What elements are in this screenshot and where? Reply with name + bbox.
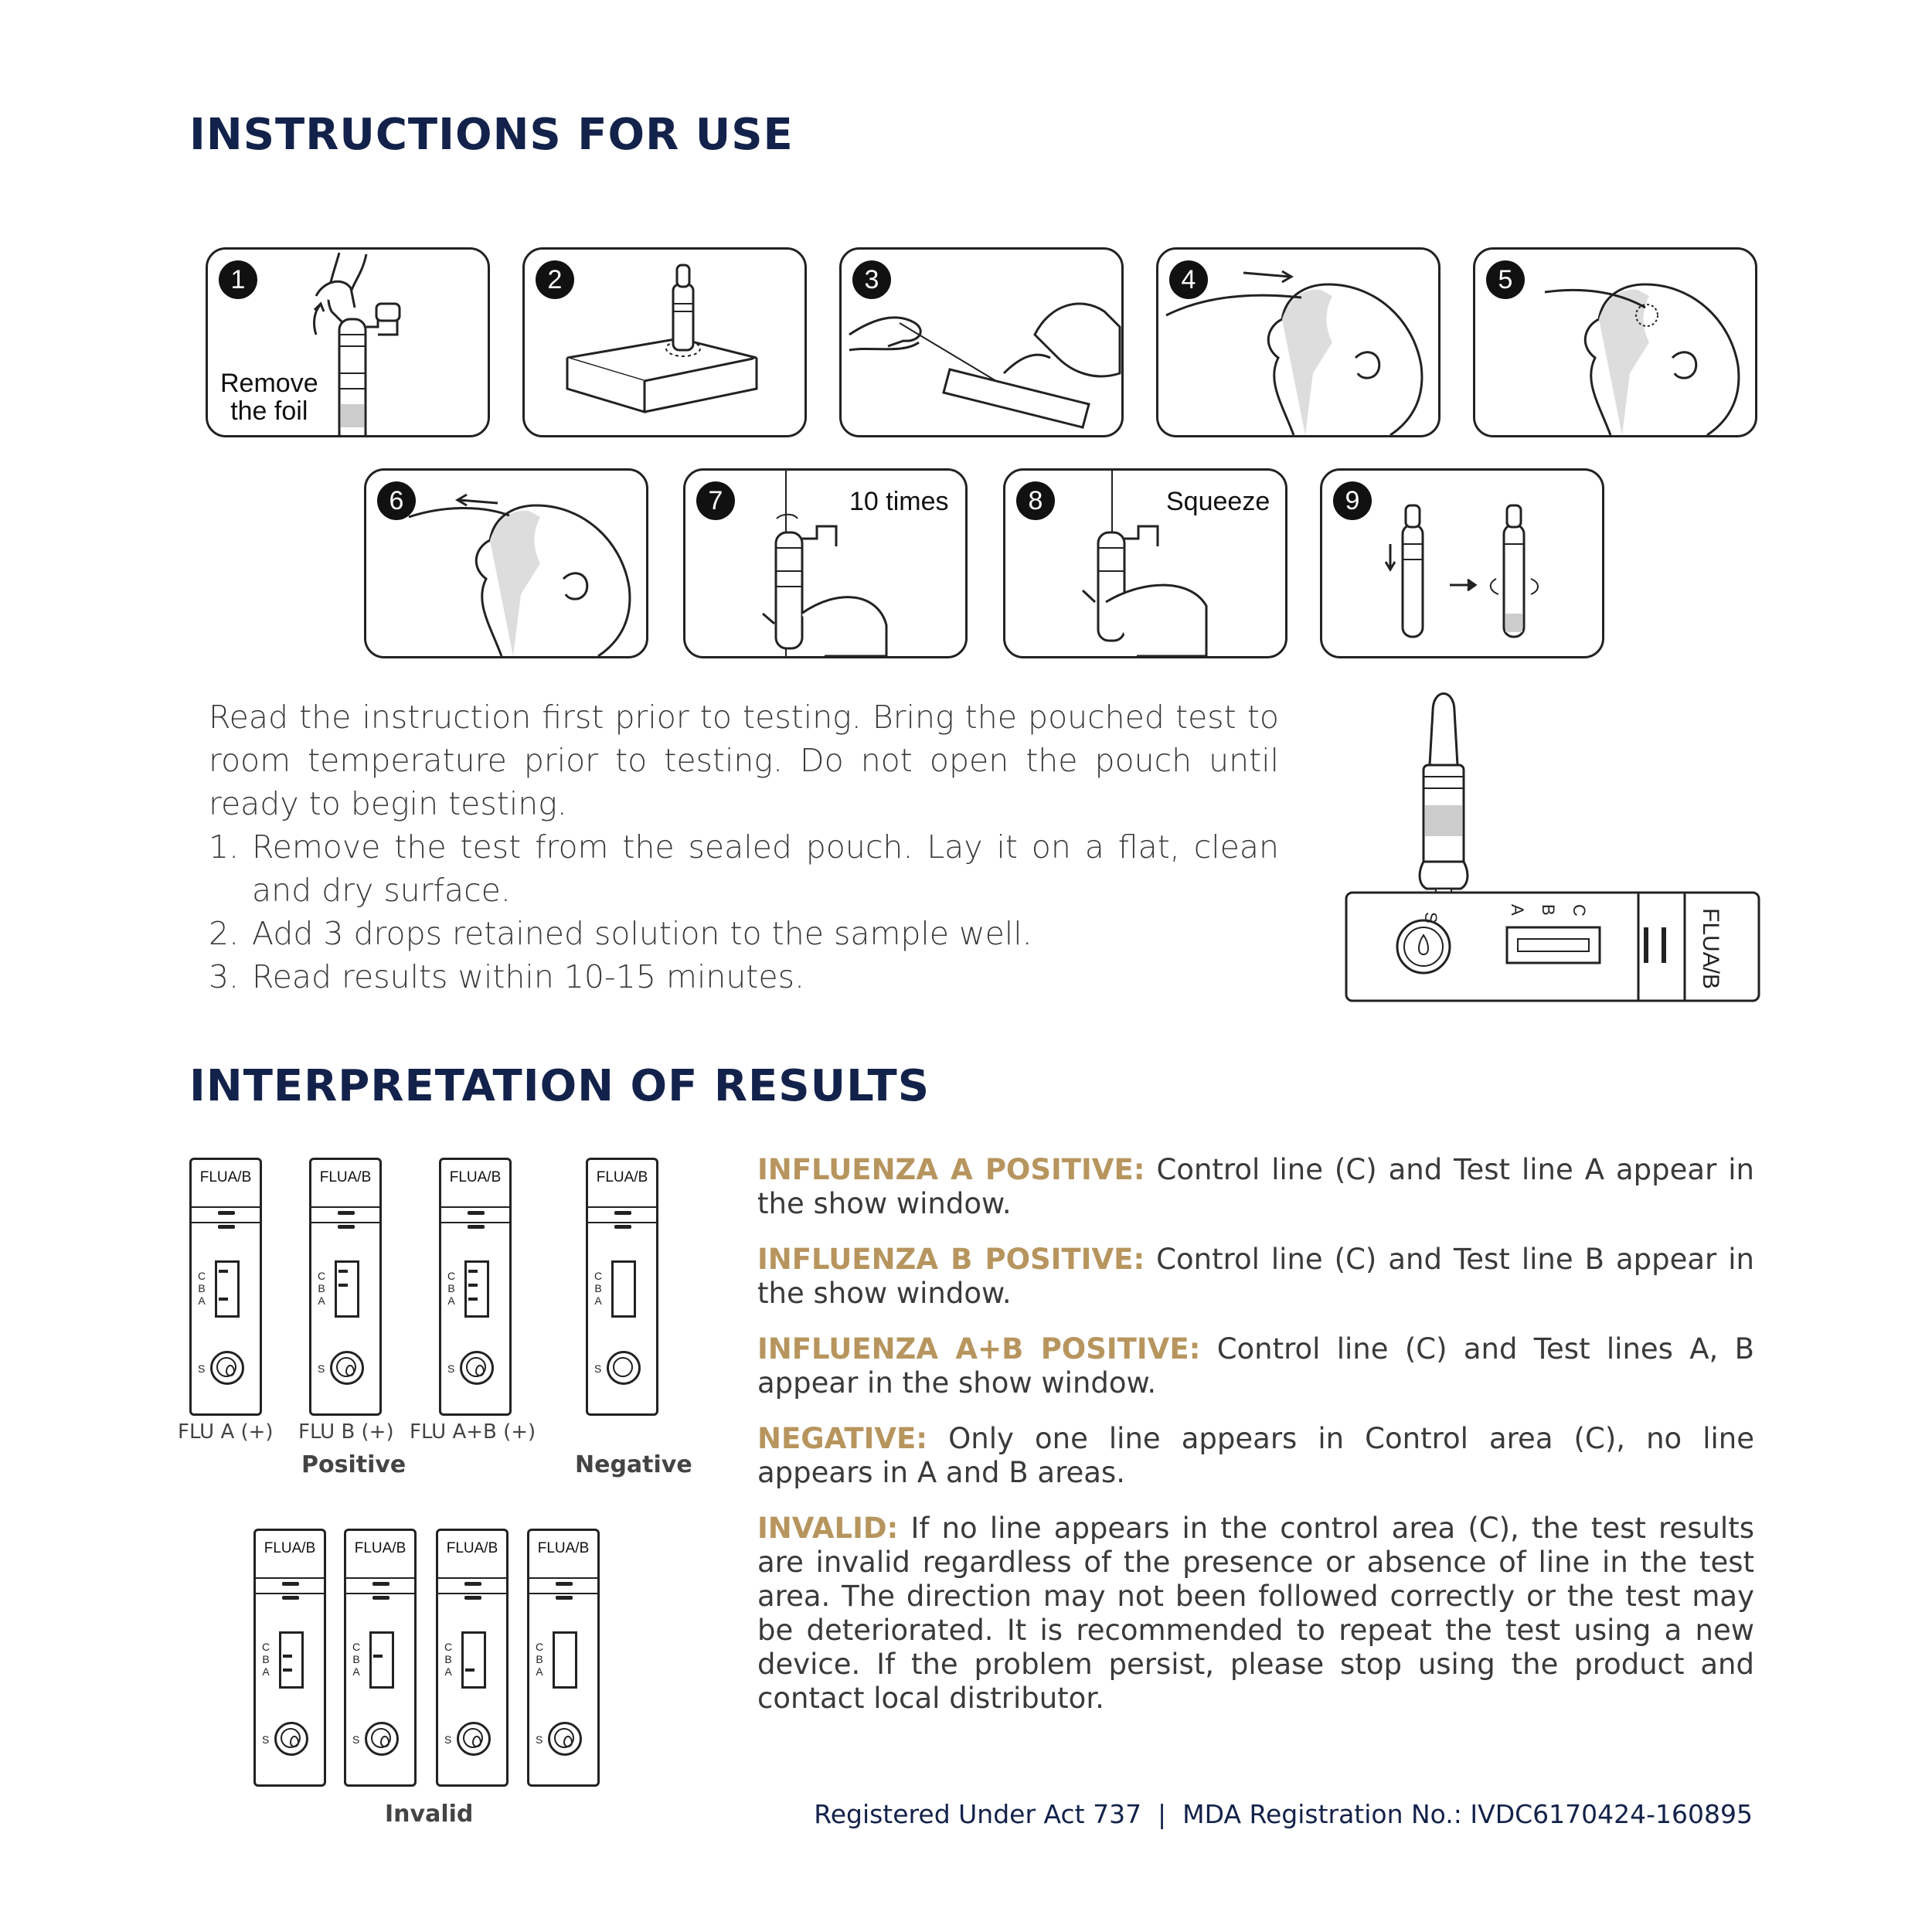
cassette-letters: C B A [261,1641,270,1678]
cassette-letters: C B A [447,1270,456,1307]
cassette-title: FLUA/B [537,1540,590,1556]
device-dropper-illustration [1337,680,1770,1012]
cassette-invalid-4 [527,1529,600,1787]
step-1-panel [206,247,490,437]
cassette-title: FLUA/B [319,1169,372,1185]
step-1-label: Remove the foil [220,369,318,426]
cassette-sample-label: S [536,1733,543,1746]
cassette-letters: C B A [317,1270,326,1307]
step-number: 8 [1016,481,1055,520]
drop-icon [475,1365,485,1376]
registration-footer: Registered Under Act 737 | MDA Registration No.: IVDC6170424-160895 [814,1799,1753,1829]
cassette-title: FLUA/B [264,1540,316,1556]
result-title: INVALID: [757,1512,899,1545]
result-text: Control line (C) and Test line A appear in the show window. [757,1153,1754,1220]
sample-well [274,1722,308,1756]
cassette-letters: C B A [352,1641,361,1678]
cassette-title: FLUA/B [446,1540,498,1556]
cassette-invalid-2 [344,1529,417,1787]
device-letter-a: A [1508,904,1527,916]
list-item [209,912,1279,955]
negative-group-label: Negative [575,1451,692,1478]
result-invalid [757,1512,1754,1716]
result-title: INFLUENZA B POSITIVE: [757,1243,1145,1276]
list-number: 3. [209,958,240,995]
cassette-flu-a-positive [189,1158,262,1416]
cassette-sample-label: S [594,1362,602,1375]
cassette-invalid-1 [253,1529,326,1787]
result-influenza-a [757,1153,1754,1221]
cassette-sample-label: S [318,1362,325,1375]
step-7-label: 10 times [849,487,949,516]
result-text: Control line (C) and Test line B appear in the show window. [757,1243,1754,1310]
device-letter-c: C [1570,904,1589,917]
step-3-panel [839,247,1124,437]
drop-icon [290,1736,299,1747]
cassette-sample-label: S [447,1362,455,1375]
step-number: 1 [219,260,257,299]
cassette-sample-label: S [198,1362,206,1375]
step-4-panel [1156,247,1440,437]
sample-well [210,1351,244,1385]
step-number: 7 [696,481,735,520]
step-number: 6 [377,481,416,520]
step-2-panel [522,247,807,437]
cassette-title: FLUA/B [449,1169,502,1185]
list-item [209,825,1279,912]
step-7-panel [683,468,968,658]
sample-well [457,1722,491,1756]
cassette-title: FLUA/B [199,1169,252,1185]
step-9-panel [1320,468,1604,658]
step-8-label: Squeeze [1166,487,1270,516]
step-number: 3 [852,260,891,299]
step-number: 4 [1169,260,1208,299]
step-8-panel [1003,468,1287,658]
cassette-flu-b-positive [309,1158,382,1416]
sample-well [330,1351,364,1385]
result-text: If no line appears in the control area (C), the test results are invalid regardless of the presence or absence of line in the test area. The direction may not been followed correctly or the test may be deteriorated. It is recommended to repeat the test using a new device. If the problem persist, please stop using the product and contact local distributor. [757,1512,1754,1715]
cassette-letters: C B A [197,1270,206,1307]
cassette-invalid-3 [436,1529,509,1787]
cassette-letters: C B A [594,1270,603,1307]
cassette-sample-label: S [444,1733,452,1746]
instructions-heading: INSTRUCTIONS FOR USE [189,110,794,160]
drop-icon [563,1736,573,1747]
invalid-group-label: Invalid [385,1801,474,1828]
sample-well [460,1351,494,1385]
drop-icon [380,1736,389,1747]
interpretation-heading: INTERPRETATION OF RESULTS [189,1061,930,1111]
result-label-flu-ab: FLU A+B (+) [410,1420,536,1444]
cassette-negative [586,1158,658,1416]
device-brand: FLUA/B [1698,908,1723,990]
drop-icon [345,1365,355,1376]
result-text: Only one line appears in Control area (C), no line appears in A and B areas. [757,1422,1755,1489]
result-title: INFLUENZA A POSITIVE: [757,1153,1145,1186]
step-number: 2 [536,260,574,299]
result-negative [757,1422,1754,1490]
list-text: Read results within 10-15 minutes. [252,958,804,995]
list-number: 1. [209,828,240,866]
result-influenza-ab [757,1332,1754,1400]
cassette-title: FLUA/B [596,1169,648,1185]
drop-icon [226,1365,235,1376]
result-title: NEGATIVE: [757,1422,928,1455]
device-sample-label: S [1421,912,1440,923]
cassette-sample-label: S [262,1733,270,1746]
result-influenza-b [757,1243,1754,1311]
result-title: INFLUENZA A+B POSITIVE: [757,1332,1201,1366]
positive-group-label: Positive [301,1451,406,1478]
step-6-panel [364,468,648,658]
result-label-flu-a: FLU A (+) [178,1420,274,1444]
cassette-letters: C B A [535,1641,544,1678]
cassette-letters: C B A [444,1641,453,1678]
step-5-panel [1473,247,1757,437]
instructions-intro: Read the instruction first prior to testing. Bring the pouched test to room temperature prior to testing. Do not open the pouch until ready to begin testing. [209,699,1279,822]
cassette-flu-ab-positive [439,1158,512,1416]
results-descriptions [757,1153,1754,1737]
sample-well [365,1722,399,1756]
device-letter-b: B [1539,904,1558,916]
cassette-title: FLUA/B [354,1540,406,1556]
result-label-flu-b: FLU B (+) [298,1420,394,1444]
result-text: Control line (C) and Test lines A, B appear in the show window. [757,1332,1754,1400]
sample-well [607,1351,641,1385]
step-number: 5 [1486,260,1525,299]
list-text: Add 3 drops retained solution to the sample well. [252,915,1032,952]
cassette-sample-label: S [352,1733,360,1746]
instructions-list [209,825,1279,998]
sample-well [548,1722,582,1756]
step-number: 9 [1333,481,1372,520]
list-text: Remove the test from the sealed pouch. Lay it on a flat, clean and dry surface. [252,828,1279,909]
drop-icon [472,1736,481,1747]
list-item [209,955,1279,998]
list-number: 2. [209,915,240,952]
instructions-text [209,696,1279,998]
